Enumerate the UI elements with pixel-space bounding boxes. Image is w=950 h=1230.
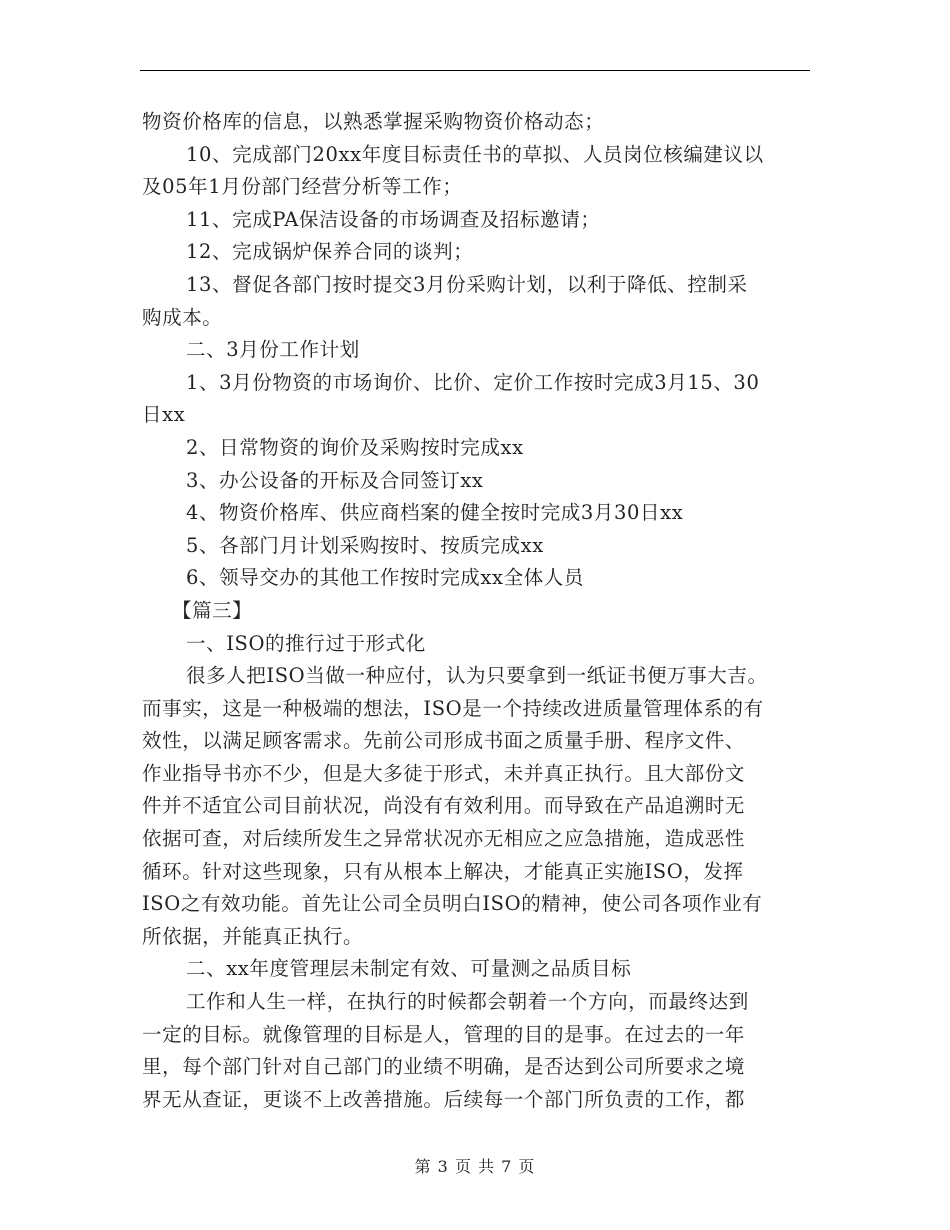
text-line: 及05年1月份部门经营分析等工作； <box>142 175 463 199</box>
text-line: 6、领导交办的其他工作按时完成xx全体人员 <box>186 566 585 590</box>
text-line: 5、各部门月计划采购按时、按质完成xx <box>186 533 544 557</box>
text-line: 作业指导书亦不少，但是大多徒于形式，未并真正执行。且大部份文 <box>142 761 746 785</box>
text-line: 12、完成锅炉保养合同的谈判； <box>186 240 474 264</box>
page-footer: 第 3 页 共 7 页 <box>414 1157 536 1176</box>
text-line: 一定的目标。就像管理的目标是人，管理的目的是事。在过去的一年 <box>142 1022 746 1046</box>
text-line: 2、日常物资的询价及采购按时完成xx <box>186 435 524 459</box>
text-line: 工作和人生一样，在执行的时候都会朝着一个方向，而最终达到 <box>186 990 749 1014</box>
text-line: 而事实，这是一种极端的想法，ISO是一个持续改进质量管理体系的有 <box>142 696 764 720</box>
text-line: 日xx <box>142 403 186 427</box>
text-line: ISO之有效功能。首先让公司全员明白ISO的精神，使公司各项作业有 <box>142 892 763 916</box>
text-line: 物资价格库的信息，以熟悉掌握采购物资价格动态； <box>142 110 605 133</box>
text-line: 件并不适宜公司目前状况，尚没有有效利用。而导致在产品追溯时无 <box>142 794 746 818</box>
text-line: 13、督促各部门按时提交3月份采购计划，以利于降低、控制采 <box>186 272 748 296</box>
text-line: 二、3月份工作计划 <box>186 338 360 362</box>
text-line: 依据可查，对后续所发生之异常状况亦无相应之应急措施，造成恶性 <box>142 827 746 851</box>
document-body <box>142 106 810 1116</box>
text-line: 循环。针对这些现象，只有从根本上解决，才能真正实施ISO，发挥 <box>142 859 744 883</box>
text-line: 4、物资价格库、供应商档案的健全按时完成3月30日xx <box>186 501 684 525</box>
text-line: 11、完成PA保洁设备的市场调查及招标邀请； <box>186 207 601 231</box>
text-line: 购成本。 <box>142 305 223 329</box>
text-line: 里，每个部门针对自己部门的业绩不明确，是否达到公司所要求之境 <box>142 1055 746 1079</box>
text-line: 【篇三】 <box>172 598 253 622</box>
text-line: 1、3月份物资的市场询价、比价、定价工作按时完成3月15、30 <box>186 370 760 394</box>
text-line: 3、办公设备的开标及合同签订xx <box>186 468 484 492</box>
text-line: 二、xx年度管理层未制定有效、可量测之品质目标 <box>186 957 632 981</box>
text-line: 10、完成部门20xx年度目标责任书的草拟、人员岗位核编建议以 <box>186 142 764 166</box>
text-line: 所依据，并能真正执行。 <box>142 924 364 948</box>
header-rule <box>140 70 810 71</box>
text-line: 很多人把ISO当做一种应付，认为只要拿到一纸证书便万事大吉。 <box>186 664 768 688</box>
text-line: 界无从查证，更谈不上改善措施。后续每一个部门所负责的工作，都 <box>142 1087 746 1111</box>
text-line: 效性，以满足顾客需求。先前公司形成书面之质量手册、程序文件、 <box>142 729 746 753</box>
text-line: 一、ISO的推行过于形式化 <box>186 631 426 655</box>
